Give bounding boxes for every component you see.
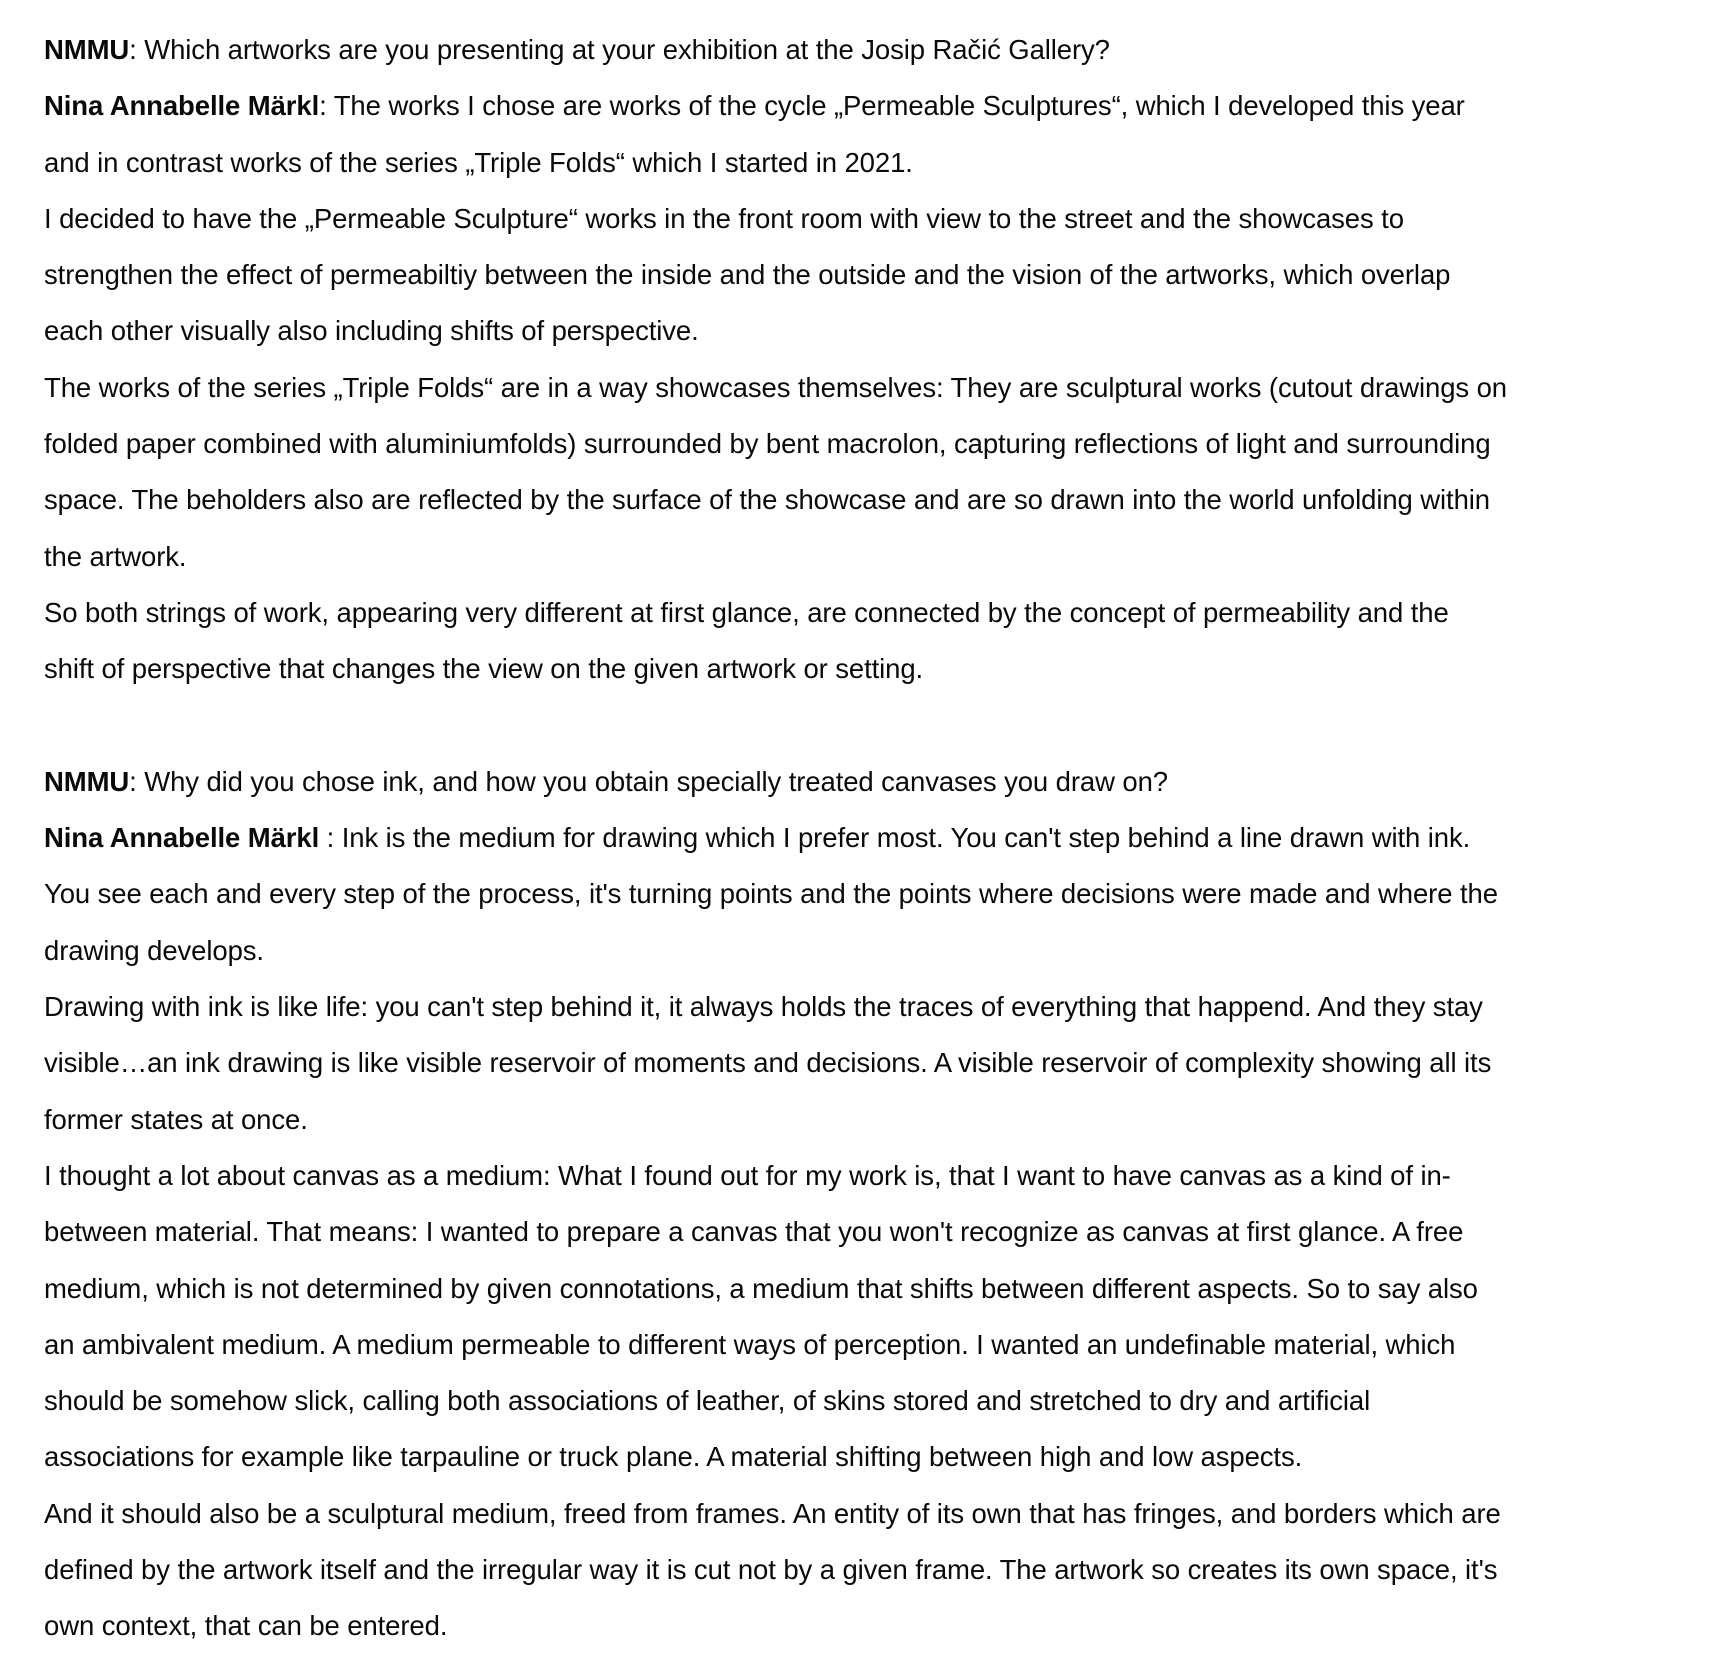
- answer-line: defined by the artwork itself and the irregular way it is cut not by a given frame. The artwork so creates its own space, it's: [44, 1554, 1498, 1586]
- answer-line: own context, that can be entered.: [44, 1610, 448, 1642]
- answer-line: strengthen the effect of permeabiltiy between the inside and the outside and the vision of the artworks, which overlap: [44, 259, 1451, 291]
- answer-line: shift of perspective that changes the view on the given artwork or setting.: [44, 653, 924, 685]
- answer-line: and in contrast works of the series „Triple Folds“ which I started in 2021.: [44, 146, 913, 178]
- answer-text: The works I chose are works of the cycle „Permeable Sculptures“, which I developed this year: [326, 90, 1465, 122]
- speaker-separator: :: [319, 90, 327, 122]
- answer-text: Ink is the medium for drawing which I prefer most. You can't step behind a line drawn with ink.: [334, 822, 1471, 854]
- answer-line: The works of the series „Triple Folds“ are in a way showcases themselves: They are sculptural works (cutout drawings on: [44, 371, 1508, 403]
- answer-line: each other visually also including shifts of perspective.: [44, 315, 699, 347]
- answer-line: former states at once.: [44, 1103, 308, 1135]
- answer-line: the artwork.: [44, 540, 187, 572]
- answer-line: I thought a lot about canvas as a medium: What I found out for my work is, that I want to have canvas as a kind of in-: [44, 1159, 1451, 1191]
- question-1: [44, 22, 1704, 78]
- question-text: Why did you chose ink, and how you obtain specially treated canvases you draw on?: [136, 765, 1168, 797]
- answer-line: should be somehow slick, calling both associations of leather, of skins stored and stretched to dry and artificial: [44, 1385, 1371, 1417]
- speaker-separator: :: [129, 34, 137, 65]
- answer-line: associations for example like tarpauline or truck plane. A material shifting between high and low aspects.: [44, 1441, 1303, 1473]
- answer-line: You see each and every step of the process, it's turning points and the points where decisions were made and where the: [44, 878, 1498, 910]
- artist-label: Nina Annabelle Märkl: [44, 90, 320, 122]
- question-2: [44, 754, 1704, 810]
- interviewer-label: NMMU: [44, 765, 130, 797]
- speaker-separator: :: [129, 765, 137, 797]
- answer-line: And it should also be a sculptural medium, freed from frames. An entity of its own that has fringes, and borders which are: [44, 1497, 1501, 1529]
- answer-line: So both strings of work, appearing very different at first glance, are connected by the concept of permeability and the: [44, 596, 1449, 628]
- interview-document: [44, 22, 1704, 1655]
- answer-line: between material. That means: I wanted to prepare a canvas that you won't recognize as canvas at first glance. A free: [44, 1216, 1464, 1248]
- answer-line: an ambivalent medium. A medium permeable to different ways of perception. I wanted an undefinable material, which: [44, 1328, 1456, 1360]
- answer-line: folded paper combined with aluminiumfolds) surrounded by bent macrolon, capturing reflections of light and surrounding: [44, 428, 1491, 460]
- answer-2-first-line: [44, 810, 1704, 866]
- answer-line: I decided to have the „Permeable Sculpture“ works in the front room with view to the street and the showcases to: [44, 202, 1404, 234]
- answer-line: visible…an ink drawing is like visible reservoir of moments and decisions. A visible reservoir of complexity showing all its: [44, 1047, 1492, 1079]
- answer-line: Drawing with ink is like life: you can't step behind it, it always holds the traces of everything that happend. And they stay: [44, 991, 1483, 1023]
- answer-line: drawing develops.: [44, 934, 264, 966]
- question-text: Which artworks are you presenting at your exhibition at the Josip Račić Gallery?: [136, 34, 1110, 65]
- answer-line: space. The beholders also are reflected by the surface of the showcase and are so drawn into the world unfolding within: [44, 484, 1490, 516]
- answer-line: medium, which is not determined by given connotations, a medium that shifts between different aspects. So to say also: [44, 1272, 1478, 1304]
- paragraph-spacer: [44, 698, 1704, 754]
- speaker-separator: :: [319, 822, 335, 854]
- answer-1-first-line: [44, 78, 1704, 134]
- interviewer-label: NMMU: [44, 34, 130, 65]
- artist-label: Nina Annabelle Märkl: [44, 822, 320, 854]
